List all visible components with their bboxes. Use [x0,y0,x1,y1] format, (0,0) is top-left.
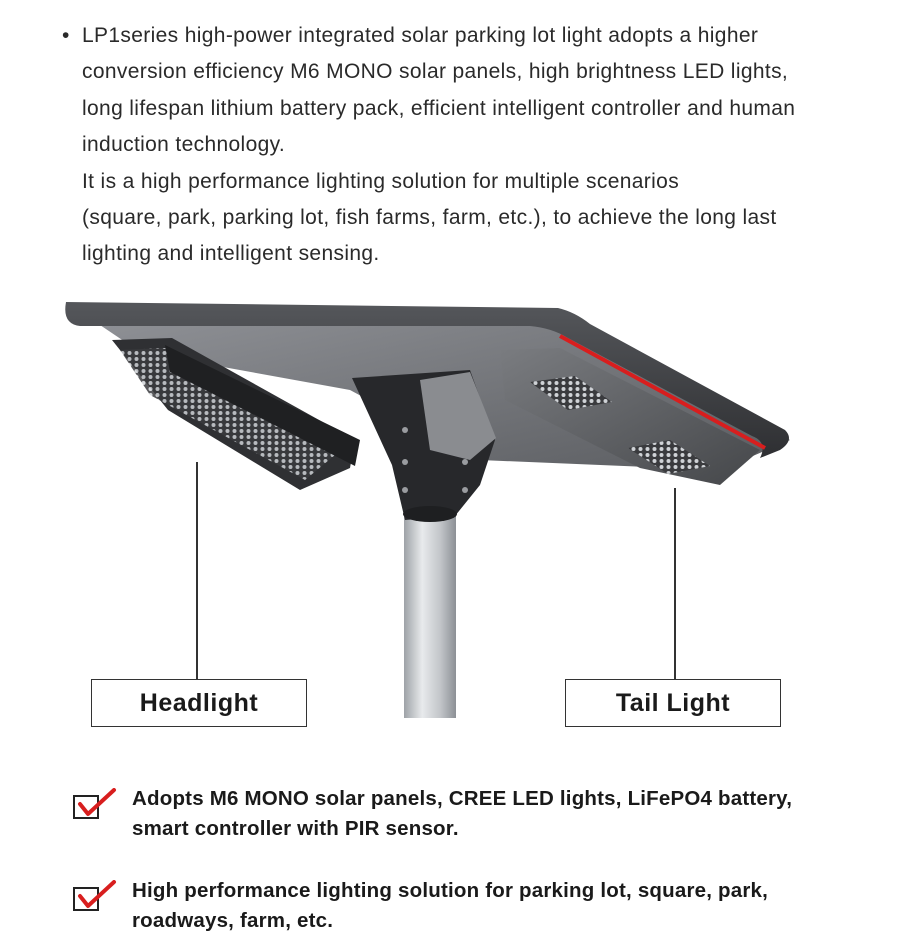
feature-text [132,784,872,844]
feature-item-2 [72,876,872,932]
headlight-callout-line [196,462,198,680]
bracket-bolt [462,487,468,493]
bracket-bolt [402,459,408,465]
tail-light-label: Tail Light [565,679,781,727]
intro-line-4: induction technology. [82,133,286,157]
intro-line-3: long lifespan lithium battery pack, efficient intelligent controller and human [82,96,796,120]
intro-line-6: (square, park, parking lot, fish farms, farm, etc.), to achieve the long last [82,206,777,230]
feature-line: High performance lighting solution for parking lot, square, park, [132,879,769,902]
intro-line-1: • LP1series high-power integrated solar parking lot light adopts a higher [62,18,882,54]
pole-collar [403,506,457,522]
bracket-bolt [402,487,408,493]
feature-item-1 [72,784,872,844]
intro-line-7: lighting and intelligent sensing. [82,242,380,266]
solar-light-product-image [0,290,900,730]
intro-paragraph [62,18,882,273]
red-checkmark-icon [72,788,118,822]
headlight-label: Headlight [91,679,307,727]
bracket-bolt [462,459,468,465]
bracket-bolt [402,427,408,433]
solar-light-illustration [0,290,900,730]
tail-light-callout-line [674,488,676,680]
intro-line-5: It is a high performance lighting solution for multiple scenarios [82,169,680,193]
feature-line: smart controller with PIR sensor. [132,817,459,840]
pole [404,500,456,718]
feature-text [132,876,872,932]
red-checkmark-icon [72,880,118,914]
intro-line-2: conversion efficiency M6 MONO solar panels, high brightness LED lights, [82,60,789,84]
feature-line: roadways, farm, etc. [132,909,334,932]
bullet-icon: • [62,24,70,47]
feature-line: Adopts M6 MONO solar panels, CREE LED lights, LiFePO4 battery, [132,787,793,810]
